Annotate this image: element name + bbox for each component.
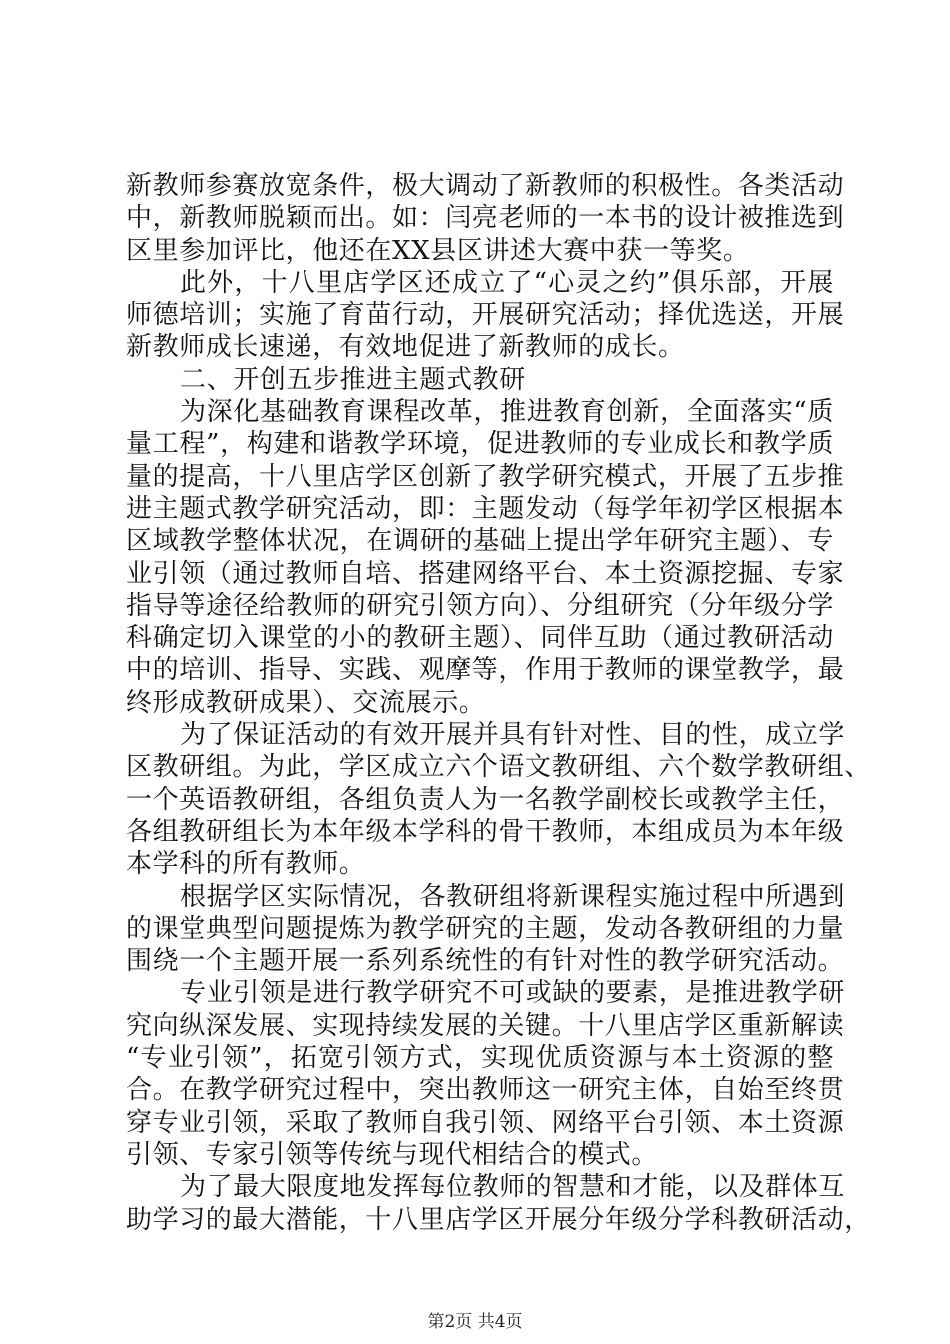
text-line: 本学科的所有教师。 <box>126 849 366 880</box>
text-line: 区里参加评比，他还在XX县区讲述大赛中获一等奖。 <box>126 235 750 266</box>
text-line: 新教师成长速递，有效地促进了新教师的成长。 <box>126 332 685 363</box>
text-line: 围绕一个主题开展一系列系统性的有针对性的教学研究活动。 <box>126 946 845 977</box>
page-footer: 第2页 共4页 <box>427 1312 523 1332</box>
text-line: 指导等途径给教师的研究引领方向）、分组研究（分年级分学 <box>126 590 834 621</box>
text-line: 二、开创五步推进主题式教研 <box>180 364 526 395</box>
text-line: 为了保证活动的有效开展并具有针对性、目的性，成立学 <box>180 720 846 751</box>
text-line: 量的提高，十八里店学区创新了教学研究模式，开展了五步推 <box>126 461 845 492</box>
text-line: 为了最大限度地发挥每位教师的智慧和才能，以及群体互 <box>180 1172 846 1203</box>
document-body <box>126 170 871 1236</box>
text-line: 中，新教师脱颖而出。如：闫亮老师的一本书的设计被推选到 <box>126 203 845 234</box>
text-line: 进主题式教学研究活动，即：主题发动（每学年初学区根据本 <box>126 493 845 524</box>
text-line: 一个英语教研组，各组负责人为一名教学副校长或教学主任， <box>126 784 845 815</box>
text-line: 新教师参赛放宽条件，极大调动了新教师的积极性。各类活动 <box>126 171 845 201</box>
text-line: 专业引领是进行教学研究不可或缺的要素，是推进教学研 <box>180 978 846 1009</box>
text-line: 此外，十八里店学区还成立了“心灵之约”俱乐部，开展 <box>180 267 834 298</box>
text-line: 助学习的最大潜能，十八里店学区开展分年级分学科教研活动， <box>126 1204 871 1235</box>
text-line: 穿专业引领，采取了教师自我引领、网络平台引领、本土资源 <box>126 1107 845 1138</box>
text-line: “专业引领”，拓宽引领方式，实现优质资源与本土资源的整 <box>126 1043 834 1074</box>
text-line: 合。在教学研究过程中，突出教师这一研究主体，自始至终贯 <box>126 1075 845 1106</box>
text-line: 区域教学整体状况，在调研的基础上提出学年研究主题）、专 <box>126 526 834 557</box>
text-line: 科确定切入课堂的小的教研主题）、同伴互助（通过教研活动 <box>126 623 834 654</box>
text-line: 区教研组。为此，学区成立六个语文教研组、六个数学教研组、 <box>126 752 871 783</box>
text-line: 为深化基础教育课程改革，推进教育创新，全面落实“质 <box>180 397 834 428</box>
text-line: 究向纵深发展、实现持续发展的关键。十八里店学区重新解读 <box>126 1010 845 1041</box>
text-line: 各组教研组长为本年级本学科的骨干教师，本组成员为本年级 <box>126 816 845 847</box>
text-line: 中的培训、指导、实践、观摩等，作用于教师的课堂教学，最 <box>126 655 845 686</box>
text-line: 的课堂典型问题提炼为教学研究的主题，发动各教研组的力量 <box>126 913 845 944</box>
text-line: 终形成教研成果）、交流展示。 <box>126 687 486 718</box>
text-line: 量工程”，构建和谐教学环境，促进教师的专业成长和教学质 <box>126 429 834 460</box>
text-line: 根据学区实际情况，各教研组将新课程实施过程中所遇到 <box>180 881 846 912</box>
text-line: 业引领（通过教师自培、搭建网络平台、本土资源挖掘、专家 <box>126 558 845 589</box>
text-line: 引领、专家引领等传统与现代相结合的模式。 <box>126 1139 659 1170</box>
text-line: 师德培训；实施了育苗行动，开展研究活动；择优选送，开展 <box>126 300 845 331</box>
